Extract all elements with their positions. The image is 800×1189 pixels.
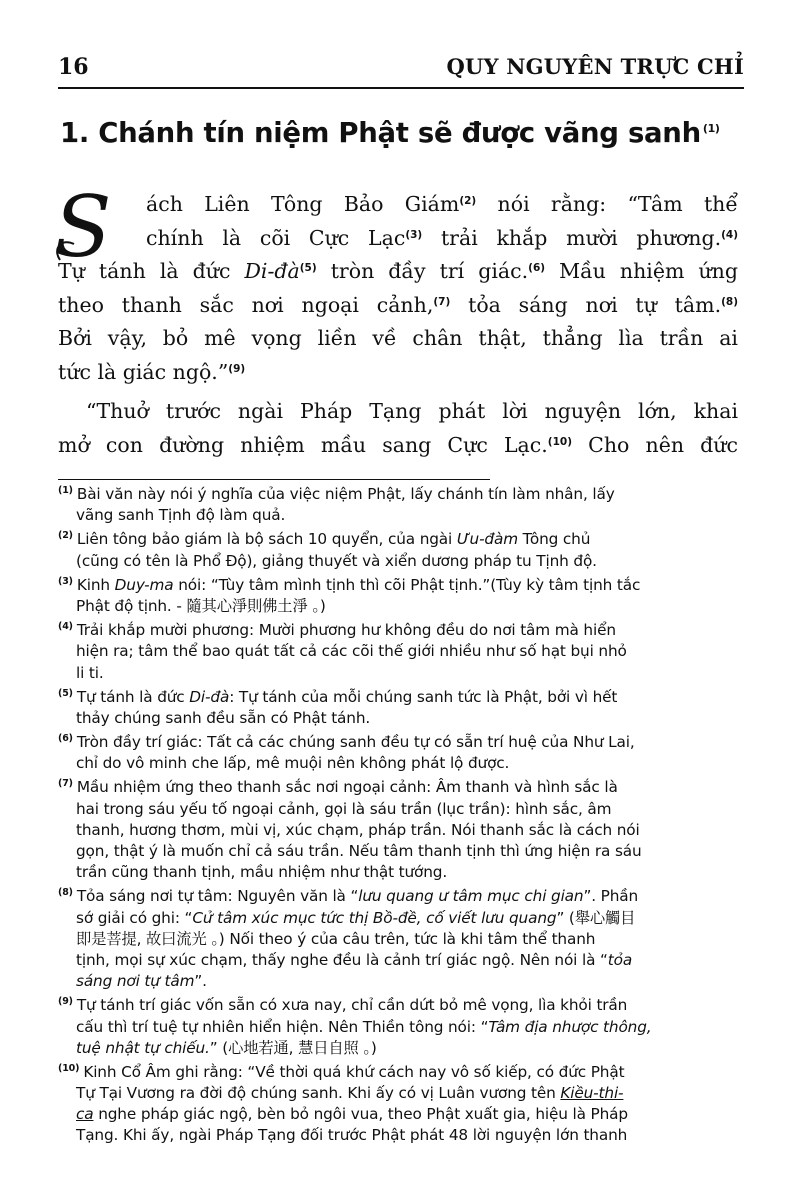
footnote-separator (58, 479, 490, 480)
chapter-title-text: 1. Chánh tín niệm Phật sẽ được vãng sanh (60, 117, 701, 149)
footnote-mark: (10) (58, 1062, 80, 1074)
footnote-ref: (7) (433, 295, 451, 308)
footnote-ref: (5) (299, 262, 317, 274)
footnote-mark: (1) (58, 485, 73, 496)
footnote-7: $^{(7)}$ Mầu nhiệm ứng theo thanh sắc nơi ngoại cảnh: Âm thanh và hình sắc là hai trong sáu yếu tố ngoại cảnh, gọi là sáu trần (lục trần): hình sắc, âm thanh, hương thơm, mùi vị, xúc chạm, pháp trần. Nói thanh sắc là cách nói gọn, thật ý là muốn chỉ cả sáu trần. Nếu tâm thanh tịnh thì ứng hiện ra sáu trần cũng thanh tịnh, mầu nhiệm như thật tướng. (58, 778, 642, 882)
footnote-ref: (10) (547, 435, 572, 448)
footnote-ref: (3) (405, 228, 423, 241)
body-line: tức là giác ngộ.”$^{(9)}$ (58, 359, 246, 384)
footnotes (58, 484, 738, 1150)
body-line: mở con đường nhiệm mầu sang Cực Lạc.$^{(10)}$ Cho nên đức (58, 432, 738, 457)
footnote-mark: (6) (58, 733, 73, 745)
footnote-10: $^{(10)}$ Kinh Cổ Âm ghi rằng: “Về thời quá khứ cách nay vô số kiếp, có đức Phật Tự Tại Vương ra đời độ chúng sanh. Khi ấy có vị Luân vương tên Kiều-thi- ca nghe pháp giác ngộ, bèn bỏ ngôi vua, theo Phật xuất gia, hiệu là Pháp Tạng. Khi ấy, ngài Pháp Tạng đối trước Phật phát 48 lời nguyện lớn thanh (58, 1062, 628, 1145)
body-line: Bởi vậy, bỏ mê vọng liền về chân thật, thẳng lìa trần ai (58, 326, 738, 350)
footnote-4: $^{(4)}$ Trải khắp mười phương: Mười phương hư không đều do nơi tâm mà hiển hiện ra; tâm thể bao quát tất cả các cõi thế giới nhiều như số hạt bụi nhỏ li ti. (58, 621, 627, 682)
footnote-mark: (8) (58, 887, 73, 899)
footnote-mark: (4) (58, 621, 73, 633)
running-title: QUY NGUYÊN TRỰC CHỈ (446, 54, 744, 79)
footnote-5: $^{(5)}$ Tự tánh là đức Di-đà: Tự tánh của mỗi chúng sanh tức là Phật, bởi vì hết thảy chúng sanh đều sẵn có Phật tánh. (58, 687, 618, 727)
dropcap-glyph: S (54, 186, 112, 268)
page-number: 16 (58, 54, 89, 80)
footnote-9: $^{(9)}$ Tự tánh trí giác vốn sẵn có xưa nay, chỉ cần dứt bỏ mê vọng, lìa khỏi trần cấu thì trí tuệ tự nhiên hiển hiện. Nên Thiền tông nói: “Tâm địa nhược thông, tuệ nhật tự chiếu.” (心地若通, 慧日自照 。) (58, 996, 652, 1057)
body-line: “Thuở trước ngài Pháp Tạng phát lời nguyện lớn, khai (86, 399, 738, 423)
footnote-ref: (9) (228, 362, 246, 375)
footnote-8: $^{(8)}$ Tỏa sáng nơi tự tâm: Nguyên văn là “lưu quang ư tâm mục chi gian”. Phần sớ giải có ghi: “Cử tâm xúc mục tức thị Bồ-đề, cố viết lưu quang” (舉心觸目 即是菩提, 故曰流光 。) Nối theo ý của câu trên, tức là khi tâm thể thanh tịnh, mọi sự xúc chạm, thấy nghe đều là cảnh trí giác ngộ. Nên nói là “tỏa sáng nơi tự tâm”. (58, 887, 639, 991)
body-line: chính là cõi Cực Lạc$^{(3)}$ trải khắp mười phương.$^{(4)}$ (146, 225, 739, 250)
footnote-mark: (3) (58, 575, 73, 587)
footnote-ref: (8) (721, 295, 738, 308)
footnote-2: $^{(2)}$ Liên tông bảo giám là bộ sách 10 quyển, của ngài Ưu-đàm Tông chủ (cũng có tên là Phổ Độ), giảng thuyết và xiển dương pháp tu Tịnh độ. (58, 530, 597, 570)
footnote-mark: (5) (58, 687, 73, 699)
footnote-6: $^{(6)}$ Tròn đầy trí giác: Tất cả các chúng sanh đều tự có sẵn trí huệ của Như Lai, chỉ do vô minh che lấp, mê muội nên không phát lộ được. (58, 733, 635, 773)
footnote-ref: (1) (702, 121, 720, 135)
footnote-ref: (2) (459, 195, 477, 207)
chapter-title (60, 117, 750, 149)
footnote-ref: (6) (528, 262, 546, 274)
page-header (58, 52, 744, 86)
body-line: theo thanh sắc nơi ngoại cảnh,$^{(7)}$ tỏa sáng nơi tự tâm.$^{(8)}$ (58, 292, 738, 317)
footnote-3: $^{(3)}$ Kinh Duy-ma nói: “Tùy tâm mình tịnh thì cõi Phật tịnh.”(Tùy kỳ tâm tịnh tắc Phật độ tịnh. - 隨其心淨則佛土淨 。) (58, 575, 641, 615)
footnote-1: $^{(1)}$ Bài văn này nói ý nghĩa của việc niệm Phật, lấy chánh tín làm nhân, lấy vãng sanh Tịnh độ làm quả. (58, 485, 615, 525)
paragraph-1 (58, 188, 738, 389)
header-rule (58, 87, 744, 89)
paragraph-2 (58, 395, 738, 462)
footnote-mark: (2) (58, 530, 73, 542)
footnote-mark: (7) (58, 778, 73, 790)
body-line: Tự tánh là đức $Di-đà^{(5)}$ tròn đầy trí giác.$^{(6)}$ Mầu nhiệm ứng (58, 259, 738, 283)
body-line: ách Liên Tông Bảo Giám$^{(2)}$ nói rằng: “Tâm thể (146, 192, 739, 216)
footnote-mark: (9) (58, 996, 73, 1008)
footnote-ref: (4) (721, 228, 739, 241)
